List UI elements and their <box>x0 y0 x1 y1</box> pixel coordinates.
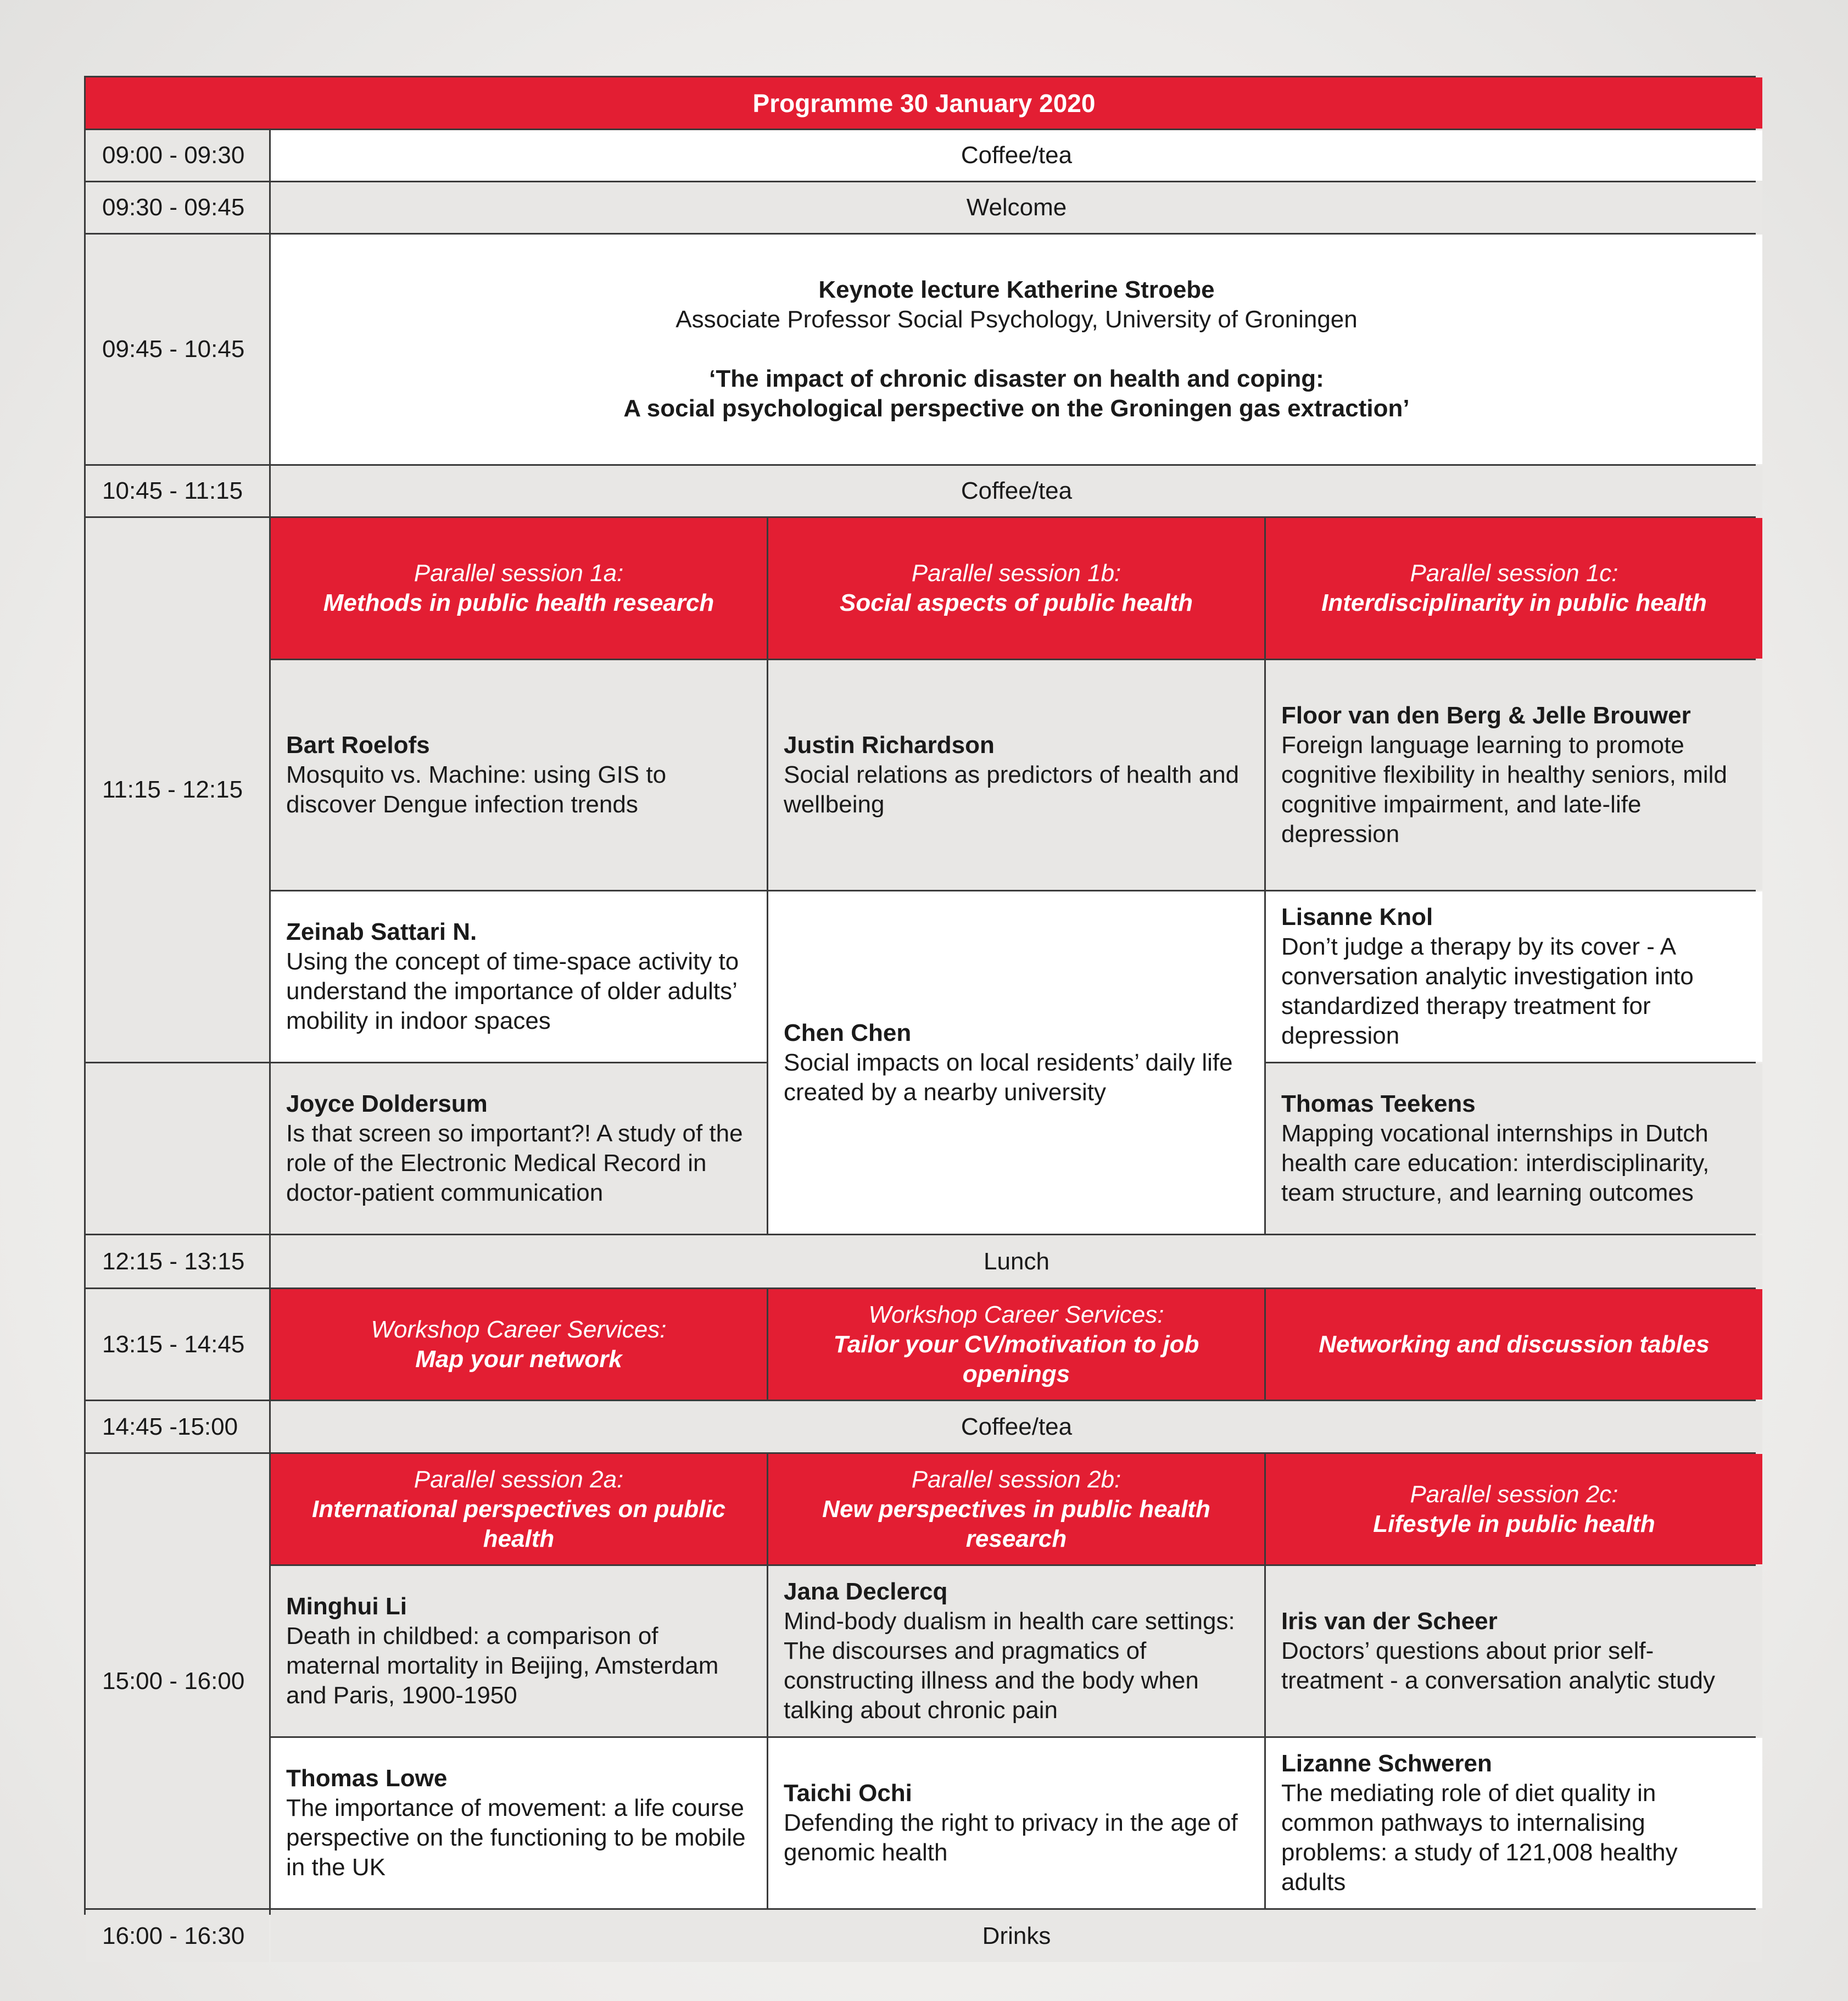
keynote-affiliation: Associate Professor Social Psychology, University of Groningen <box>675 306 1358 333</box>
event-coffee: Coffee/tea <box>271 130 1762 181</box>
talk-cell <box>271 891 767 1062</box>
talk-title: Is that screen so important?! A study of the role of the Electronic Medical Record in doctor-patient communication <box>286 1120 743 1206</box>
speaker-name: Lisanne Knol <box>1281 904 1433 930</box>
event-lunch: Lunch <box>271 1235 1762 1287</box>
speaker-name: Joyce Doldersum <box>286 1090 488 1117</box>
speaker-name: Zeinab Sattari N. <box>286 918 477 945</box>
workshop-title: Networking and discussion tables <box>1319 1330 1710 1358</box>
time-slot: 09:45 - 10:45 <box>86 235 269 464</box>
session-label: Parallel session 2c: <box>1410 1480 1618 1508</box>
session-1c-header <box>1266 518 1762 659</box>
session-label: Parallel session 2b: <box>911 1465 1121 1493</box>
talk-title: Using the concept of time-space activity to understand the importance of older adults’ mobility in indoor spaces <box>286 948 739 1034</box>
talk-cell <box>1266 660 1762 890</box>
workshop-a <box>271 1289 767 1400</box>
talk-cell <box>1266 1566 1762 1736</box>
speaker-name: Iris van der Scheer <box>1281 1608 1498 1635</box>
programme-title: Programme 30 January 2020 <box>86 77 1762 129</box>
time-slot: 13:15 - 14:45 <box>86 1289 269 1400</box>
speaker-name: Lizanne Schweren <box>1281 1750 1492 1777</box>
keynote-title-line2: A social psychological perspective on the Groningen gas extraction’ <box>623 395 1410 422</box>
session-label: Parallel session 1c: <box>1410 560 1618 587</box>
session-title: Methods in public health research <box>323 589 714 616</box>
speaker-name: Thomas Lowe <box>286 1765 448 1792</box>
talk-cell <box>271 1738 767 1908</box>
event-drinks: Drinks <box>271 1910 1762 1962</box>
session-2c-header <box>1266 1454 1762 1564</box>
time-slot: 11:15 - 12:15 <box>86 518 269 1062</box>
session-title: Social aspects of public health <box>839 589 1193 616</box>
talk-cell <box>768 1738 1264 1908</box>
speaker-name: Floor van den Berg & Jelle Brouwer <box>1281 702 1691 729</box>
talk-title: Social impacts on local residents’ daily life created by a nearby university <box>784 1049 1233 1106</box>
talk-cell <box>271 660 767 890</box>
workshop-title: Map your network <box>415 1345 622 1373</box>
time-slot: 14:45 -15:00 <box>86 1401 269 1452</box>
talk-title: Foreign language learning to promote cognitive flexibility in healthy seniors, mild cognitive impairment, and late-life depression <box>1281 732 1727 848</box>
talk-cell <box>768 891 1264 1234</box>
session-label: Parallel session 1a: <box>414 560 624 587</box>
talk-title: Death in childbed: a comparison of maternal mortality in Beijing, Amsterdam and Paris, 1900-1950 <box>286 1623 719 1709</box>
talk-cell <box>271 1566 767 1736</box>
programme-table <box>84 76 1756 1949</box>
talk-title: Social relations as predictors of health and wellbeing <box>784 761 1240 818</box>
talk-title: Mapping vocational internships in Dutch health care education: interdisciplinarity, team structure, and learning outcomes <box>1281 1120 1710 1206</box>
talk-title: Defending the right to privacy in the age of genomic health <box>784 1809 1238 1866</box>
talk-title: Don’t judge a therapy by its cover - A conversation analytic investigation into standardized therapy treatment for depression <box>1281 933 1694 1049</box>
workshop-title: Tailor your CV/motivation to job openings <box>833 1330 1199 1387</box>
speaker-name: Thomas Teekens <box>1281 1090 1476 1117</box>
speaker-name: Bart Roelofs <box>286 732 430 759</box>
session-title: Interdisciplinarity in public health <box>1321 589 1707 616</box>
speaker-name: Chen Chen <box>784 1019 912 1046</box>
keynote-speaker: Keynote lecture Katherine Stroebe <box>818 276 1215 303</box>
talk-title: Mosquito vs. Machine: using GIS to discover Dengue infection trends <box>286 761 667 818</box>
time-slot: 15:00 - 16:00 <box>86 1454 269 1908</box>
event-welcome: Welcome <box>271 182 1762 233</box>
session-2b-header <box>768 1454 1264 1564</box>
talk-cell <box>1266 1738 1762 1908</box>
time-slot: 09:30 - 09:45 <box>86 182 269 233</box>
workshop-label: Workshop Career Services: <box>868 1301 1164 1328</box>
event-coffee: Coffee/tea <box>271 1401 1762 1452</box>
speaker-name: Jana Declercq <box>784 1578 948 1605</box>
empty-time-cell <box>86 1063 269 1234</box>
talk-title: The mediating role of diet quality in common pathways to internalising problems: a study of 121,008 healthy adults <box>1281 1780 1678 1896</box>
time-slot: 12:15 - 13:15 <box>86 1235 269 1287</box>
speaker-name: Minghui Li <box>286 1593 407 1620</box>
workshop-label: Workshop Career Services: <box>371 1316 667 1343</box>
time-slot: 09:00 - 09:30 <box>86 130 269 181</box>
session-2a-header <box>271 1454 767 1564</box>
talk-cell <box>271 1063 767 1234</box>
session-1a-header <box>271 518 767 659</box>
session-title: Lifestyle in public health <box>1373 1510 1655 1537</box>
talk-cell <box>1266 891 1762 1062</box>
event-coffee: Coffee/tea <box>271 466 1762 516</box>
talk-cell <box>768 660 1264 890</box>
talk-title: The importance of movement: a life course perspective on the functioning to be mobile in the UK <box>286 1794 746 1881</box>
talk-cell <box>768 1566 1264 1736</box>
keynote-cell <box>271 235 1762 464</box>
time-slot: 16:00 - 16:30 <box>86 1910 269 1962</box>
talk-title: Mind-body dualism in health care settings: The discourses and pragmatics of constructing illness and the body when talking about chronic pain <box>784 1608 1235 1724</box>
session-title: New perspectives in public health research <box>822 1495 1210 1552</box>
session-1b-header <box>768 518 1264 659</box>
session-label: Parallel session 1b: <box>911 560 1121 587</box>
time-slot: 10:45 - 11:15 <box>86 466 269 516</box>
workshop-b <box>768 1289 1264 1400</box>
session-title: International perspectives on public health <box>311 1495 726 1552</box>
speaker-name: Justin Richardson <box>784 732 995 759</box>
speaker-name: Taichi Ochi <box>784 1780 912 1807</box>
workshop-c <box>1266 1289 1762 1400</box>
keynote-title-line1: ‘The impact of chronic disaster on health and coping: <box>709 365 1324 392</box>
session-label: Parallel session 2a: <box>414 1465 624 1493</box>
talk-cell <box>1266 1063 1762 1234</box>
talk-title: Doctors’ questions about prior self-treatment - a conversation analytic study <box>1281 1637 1715 1694</box>
